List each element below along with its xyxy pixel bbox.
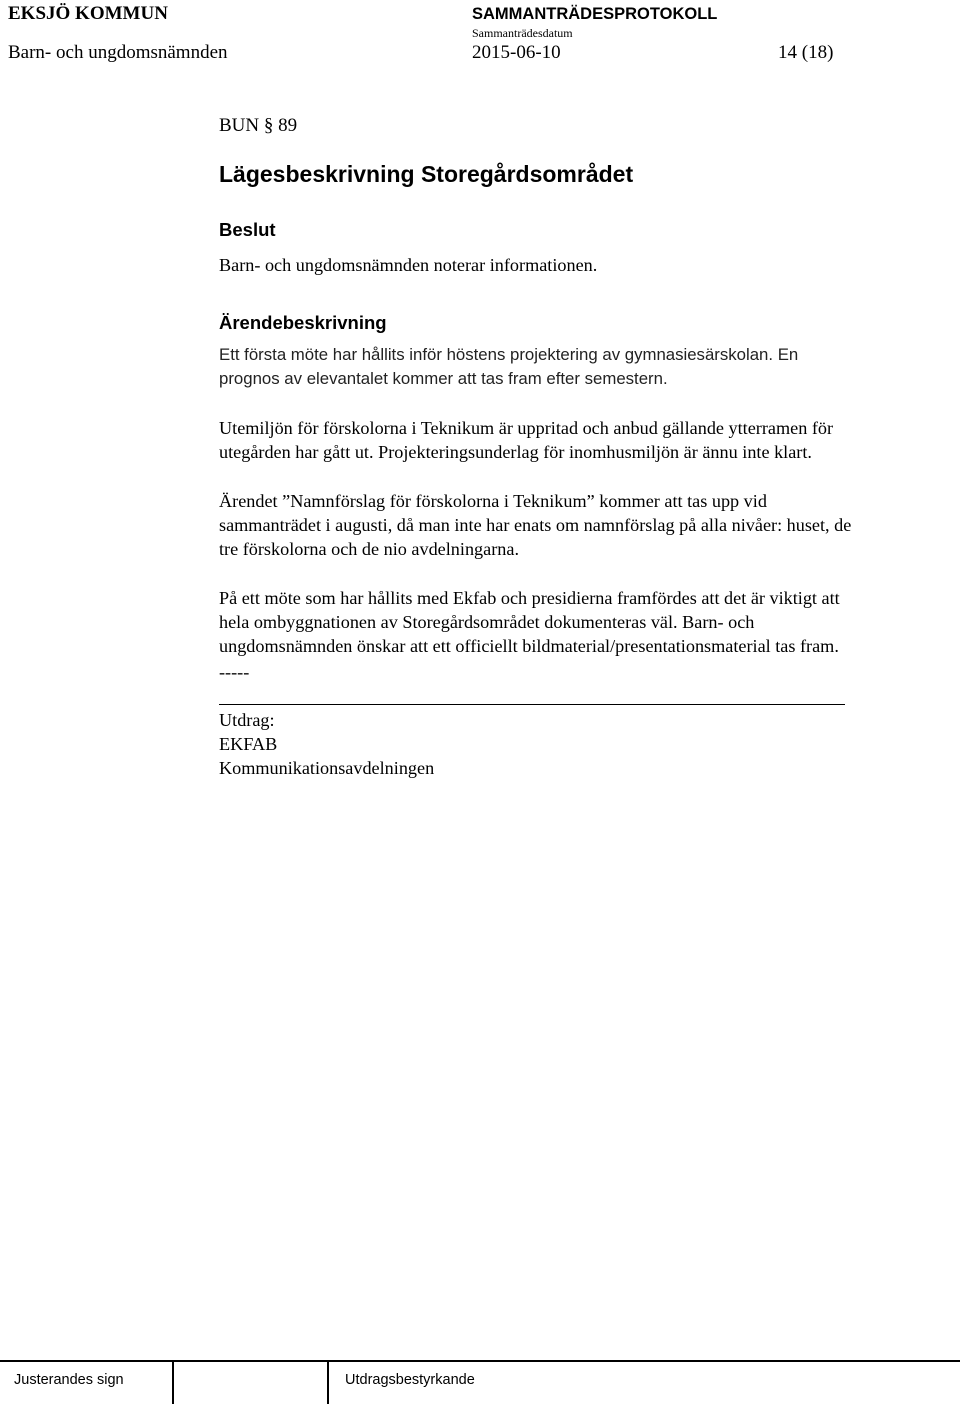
description-heading: Ärendebeskrivning <box>219 312 387 333</box>
paragraph-4 <box>219 586 949 658</box>
paragraph-line: Utemiljön för förskolorna i Teknikum är uppritad och anbud gällande ytterramen för <box>219 418 834 438</box>
page-number: 14 (18) <box>778 42 834 63</box>
paragraph-line: tre förskolorna och de nio avdelningarna. <box>219 539 519 559</box>
paragraph-line: utegården har gått ut. Projekteringsunderlag för inomhusmiljön är ännu inte klart. <box>219 442 812 462</box>
paragraph-line: Ett första möte har hållits inför höstens projektering av gymnasiesärskolan. En <box>219 345 799 364</box>
decision-heading: Beslut <box>219 219 276 240</box>
recipient: Kommunikationsavdelningen <box>219 758 435 778</box>
meeting-date: 2015-06-10 <box>472 42 561 63</box>
paragraph-2 <box>219 416 949 464</box>
paragraph-line: hela ombyggnationen av Storegårdsområdet dokumenteras väl. Barn- och <box>219 612 755 632</box>
decision-text: Barn- och ungdomsnämnden noterar informationen. <box>219 255 598 275</box>
dash-separator: ----- <box>219 662 250 682</box>
organization-name: EKSJÖ KOMMUN <box>8 3 168 24</box>
section-id: BUN § 89 <box>219 115 298 136</box>
recipient: EKFAB <box>219 734 278 754</box>
page-title: Lägesbeskrivning Storegårdsområdet <box>219 161 634 187</box>
document-type: SAMMANTRÄDESPROTOKOLL <box>472 5 718 23</box>
divider-line <box>219 704 845 705</box>
footer-rule <box>0 1360 960 1362</box>
certified-label: Utdragsbestyrkande <box>345 1372 475 1388</box>
paragraph-line: Ärendet ”Namnförslag för förskolorna i Teknikum” kommer att tas upp vid <box>219 491 767 511</box>
date-label: Sammanträdesdatum <box>472 26 573 40</box>
committee-name: Barn- och ungdomsnämnden <box>8 42 228 63</box>
footer-divider <box>327 1362 329 1404</box>
paragraph-line: ungdomsnämnden önskar att ett officiellt bildmaterial/presentationsmaterial tas fram. <box>219 636 839 656</box>
paragraph-line: På ett möte som har hållits med Ekfab och presidierna framfördes att det är viktigt att <box>219 588 840 608</box>
paragraph-line: sammanträdet i augusti, då man inte har enats om namnförslag på alla nivåer: huset, de <box>219 515 852 535</box>
paragraph-1 <box>219 343 949 391</box>
footer-divider <box>172 1362 174 1404</box>
extract-label: Utdrag: <box>219 710 275 730</box>
sign-label: Justerandes sign <box>14 1372 124 1388</box>
paragraph-3 <box>219 489 949 561</box>
paragraph-line: prognos av elevantalet kommer att tas fram efter semestern. <box>219 369 668 388</box>
